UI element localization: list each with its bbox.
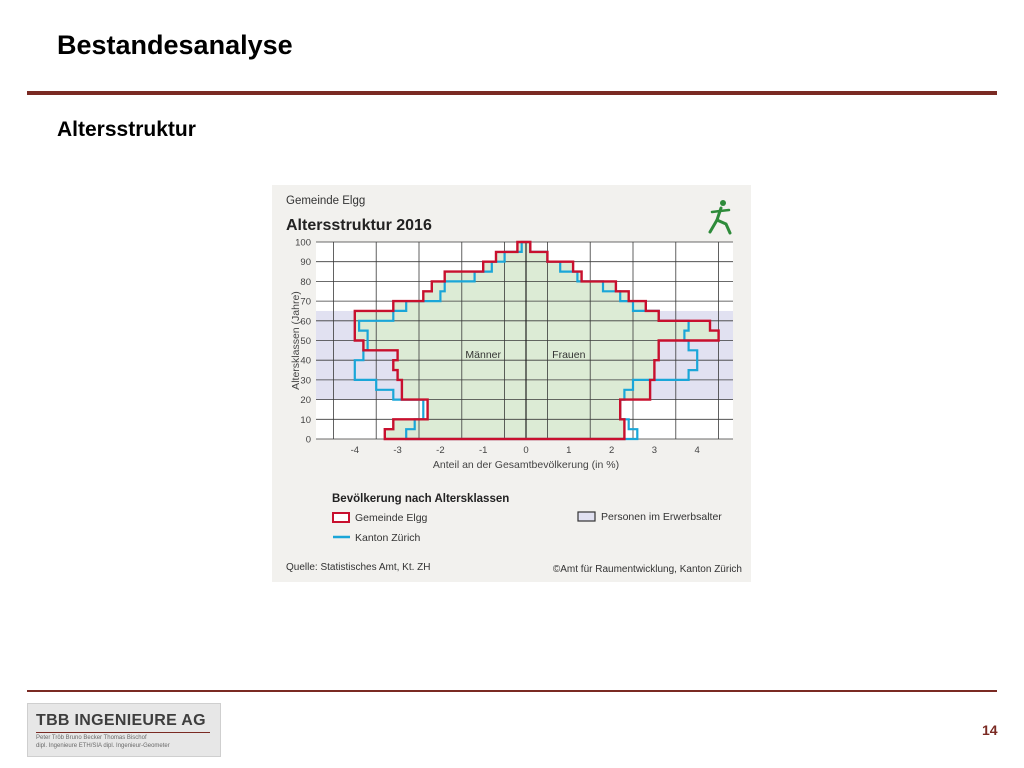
footer-divider — [27, 690, 997, 692]
chart-title: Altersstruktur 2016 — [286, 217, 432, 234]
logo-names-line: Peter Tröb Bruno Becker Thomas Bischof — [36, 735, 147, 741]
y-tick-label: 80 — [300, 276, 311, 288]
y-tick-label: 70 — [300, 296, 311, 308]
y-tick-label: 40 — [300, 355, 311, 367]
legend-title: Bevölkerung nach Altersklassen — [332, 493, 510, 505]
running-figure-logo-icon — [710, 200, 730, 233]
x-tick-label: -1 — [478, 445, 488, 456]
slide-subtitle: Altersstruktur — [57, 118, 196, 141]
chart-credit: ©Amt für Raumentwicklung, Kanton Zürich — [552, 564, 742, 575]
chart-source: Quelle: Statistisches Amt, Kt. ZH — [286, 562, 431, 573]
x-tick-label: 0 — [523, 445, 529, 456]
legend-label-kanton: Kanton Zürich — [355, 532, 421, 544]
logo-titles-line: dipl. Ingenieure ETH/SIA dipl. Ingenieur-Geometer — [36, 743, 170, 749]
y-tick-label: 20 — [300, 395, 311, 407]
population-pyramid-figure — [272, 185, 751, 582]
title-divider — [27, 91, 997, 95]
x-tick-label: 2 — [608, 445, 615, 456]
x-tick-label: -2 — [436, 445, 445, 456]
legend-label-gemeinde: Gemeinde Elgg — [355, 512, 428, 524]
y-axis-label: Altersklassen (Jahre) — [290, 291, 302, 390]
legend-swatch-erwerbsalter — [578, 512, 595, 521]
legend-swatch-gemeinde — [333, 513, 349, 522]
y-tick-label: 30 — [300, 375, 311, 387]
y-tick-label: 10 — [300, 414, 311, 426]
y-tick-label: 60 — [300, 316, 311, 328]
y-tick-label: 100 — [295, 237, 311, 249]
x-tick-label: 3 — [651, 445, 658, 456]
side-label-frauen: Frauen — [552, 349, 586, 362]
logo-company-name: TBB INGENIEURE AG — [36, 712, 206, 729]
y-tick-label: 50 — [300, 336, 311, 347]
logo-underline — [36, 732, 210, 733]
x-axis-label: Anteil an der Gesamtbevölkerung (in %) — [432, 459, 620, 471]
legend-label-erwerbsalter: Personen im Erwerbsalter — [601, 511, 722, 523]
side-label-maenner: Männer — [465, 349, 502, 362]
population-pyramid-chart — [272, 185, 751, 582]
slide-title: Bestandesanalyse — [57, 30, 293, 60]
x-tick-label: -4 — [350, 445, 360, 456]
page-number: 14 — [982, 722, 998, 738]
company-logo — [27, 703, 221, 757]
x-tick-label: 1 — [566, 445, 572, 456]
chart-region: Gemeinde Elgg — [286, 195, 366, 207]
y-tick-label: 90 — [300, 257, 311, 269]
y-tick-label: 0 — [305, 434, 311, 446]
x-tick-label: -3 — [393, 445, 402, 456]
x-tick-label: 4 — [694, 445, 700, 456]
